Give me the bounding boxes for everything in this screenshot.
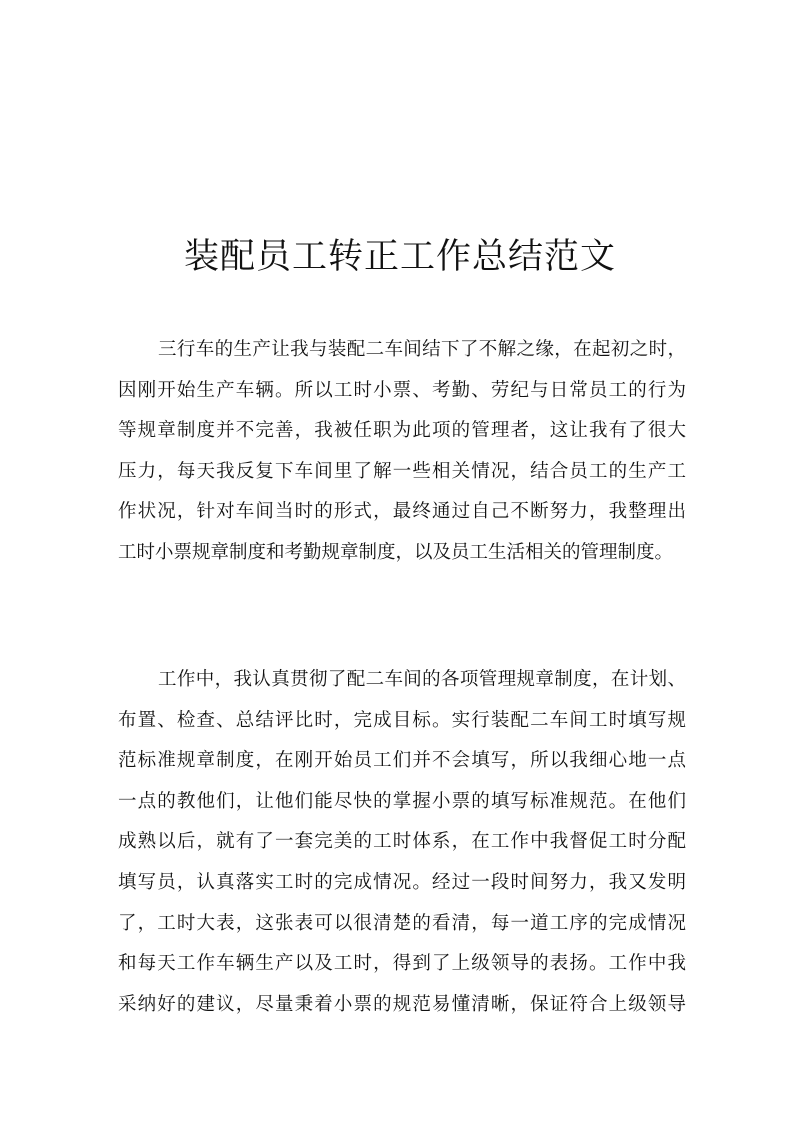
paragraph-line: 采纳好的建议，尽量秉着小票的规范易懂清晰，保证符合上级领导 — [118, 993, 686, 1015]
paragraph-line: 三行车的生产让我与装配二车间结下了不解之缘，在起初之时， — [158, 339, 686, 360]
paragraph-line: 填写员，认真落实工时的完成情况。经过一段时间努力，我又发明 — [118, 871, 686, 893]
document-title: 装配员工转正工作总结范文 — [183, 237, 616, 277]
paragraph-line: 压力，每天我反复下车间里了解一些相关情况，结合员工的生产工 — [118, 460, 686, 482]
paragraph-line: 和每天工作车辆生产以及工时，得到了上级领导的表扬。工作中我 — [118, 953, 686, 975]
paragraph-line: 工作中，我认真贯彻了配二车间的各项管理规章制度，在计划、 — [158, 669, 686, 690]
paragraph-line: 布置、检查、总结评比时，完成目标。实行装配二车间工时填写规 — [118, 709, 686, 731]
paragraph-line: 因刚开始生产车辆。所以工时小票、考勤、劳纪与日常员工的行为 — [118, 379, 686, 401]
paragraph-line: 范标准规章制度，在刚开始员工们并不会填写，所以我细心地一点 — [118, 750, 686, 772]
paragraph-line: 一点的教他们，让他们能尽快的掌握小票的填写标准规范。在他们 — [118, 790, 686, 812]
paragraph-line: 等规章制度并不完善，我被任职为此项的管理者，这让我有了很大 — [118, 420, 686, 442]
paragraph-1 — [118, 335, 686, 579]
paragraph-line: 工时小票规章制度和考勤规章制度，以及员工生活相关的管理制度。 — [118, 541, 674, 563]
paragraph-line: 了，工时大表，这张表可以很清楚的看清，每一道工序的完成情况 — [118, 912, 686, 934]
paragraph-line: 作状况，针对车间当时的形式，最终通过自己不断努力，我整理出 — [118, 501, 686, 523]
paragraph-2 — [118, 665, 686, 1030]
paragraph-line: 成熟以后，就有了一套完美的工时体系，在工作中我督促工时分配 — [118, 831, 686, 853]
